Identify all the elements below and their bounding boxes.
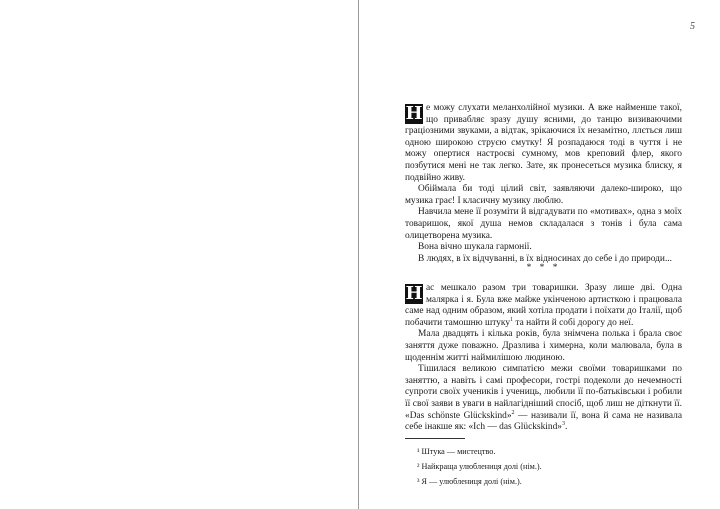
footnote-rule [405,438,465,439]
section-2-paragraph-3: Тішилася великою симпатією межи своїми товаришками по заняттю, а навіть і самі професори, гострі подеколи до нечемності супроти своїх учеників і учениць, любили її по-батьківськи і робили її свої заяви в уваги в найлагіднiший спосіб, щоб лиш не діткнути її. «Das schönste Glückskind»$^2$ — називали її, вона й сама не називала себе інакше як: «Ich — das Glückskind»$^3$. [405,364,682,433]
footnote-ref-1[interactable]: 1 [510,316,514,323]
footnote-ref-2[interactable]: 2 [511,409,515,416]
right-page [359,0,720,509]
section-1-paragraph-3: Навчила мене її розуміти й відгадувати по «мотивах», одна з моїх товаришок, якої душа немов складалася з тонів і була сама олицетворена музика. [405,207,682,241]
left-page-blank [0,0,358,509]
footnote-2: ² Найкраща улюблениця долі (нім.). [417,462,542,471]
page-number: 5 [690,21,695,32]
section-1-text [405,103,682,265]
section-1-paragraph-4: Вона вічно шукала гармонії. [418,242,532,253]
section-2-text [405,283,682,434]
dropcap-letter: Н [405,103,423,124]
section-1-paragraph-2: Обіймала би тоді цілий світ, заявляючи далеко-широко, що музика грає! І класичну музику люблю. [405,184,682,206]
footnote-ref-3[interactable]: 3 [561,421,565,427]
section-1-paragraph-5: В людях, в їх відчуванні, в їх відносинах до себе і до природи... [418,253,672,264]
footnote-1: ¹ Штука — мистецтво. [417,447,496,456]
section-separator: * * * [526,263,561,273]
footnotes [417,444,682,489]
section-2-paragraph-2: Мала двадцять і кілька років, була знімчена полька і брала своє заняття дуже поважно. Дразлива і химерна, коли малювала, була в щоденнім житті наймилішою людиною. [405,329,682,363]
section-2-paragraph-1: Н ас мешкало разом три товаришки. Зразу лише дві. Одна малярка і я. Була вже майже укінченою артисткою і працювала саме над одним образом, який хотіла продати і поїхати до Італії, щоб побачити тамошню штуку$^1$ та найти й собі дорогу до неї. [405,283,682,328]
section-1-paragraph-1: Н е можу слухати меланхолійної музики. А вже найменше такої, що привабляє зразу душу ясними, до танцю визиваючими граціозними звуками, а відтак, зрікаючися їх незамітно, ллється лиш одною широкою струєю смутку! Я розпадаюся тоді в чуття і не можу опертися настроєві сумному, мов креповий флер, якого позбутися мені не так легко. Зате, як пронесеться музика блиску, я подвійно живу. [405,103,682,183]
dropcap-letter: Н [405,283,423,304]
footnote-3: ³ Я — улюблениця долі (нім.). [417,477,522,486]
